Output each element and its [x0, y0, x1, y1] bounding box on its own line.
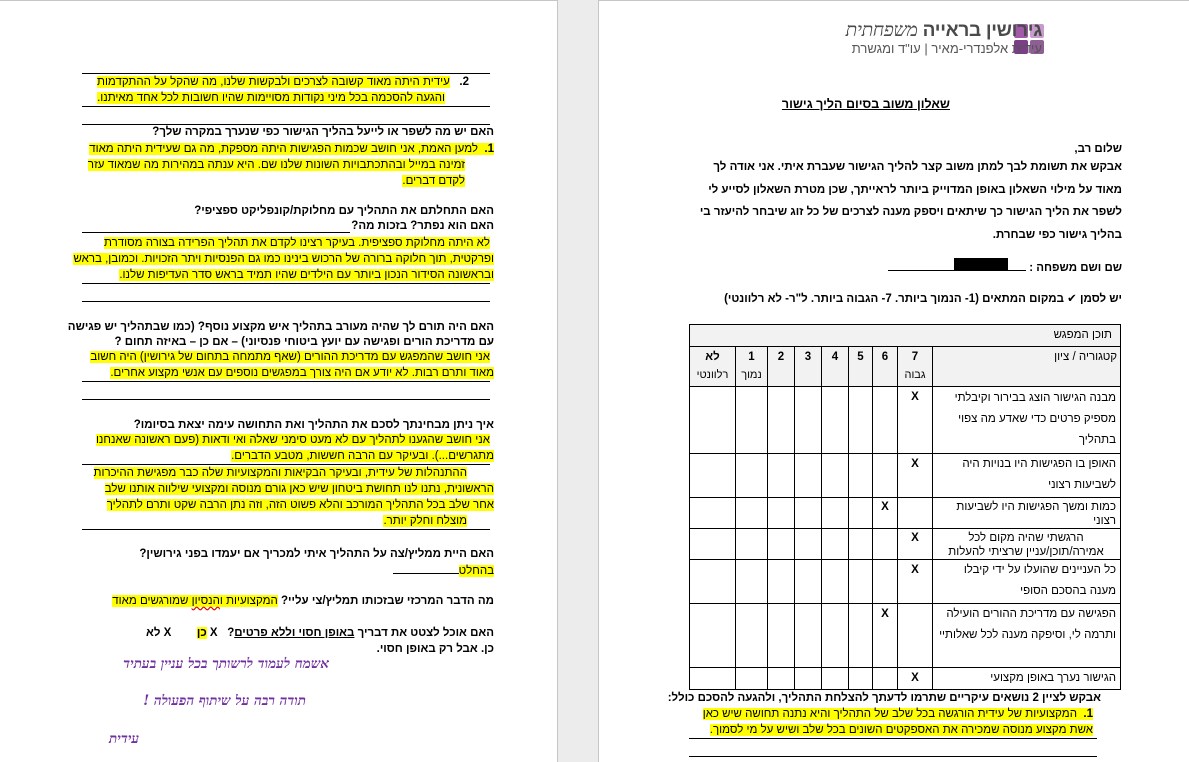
table-row: [690, 387, 1121, 454]
logo-subtitle: עידית אלפנדרי-מאיר | עו"ד ומגשרת: [851, 41, 1042, 56]
score-cell-1[interactable]: [736, 668, 768, 690]
score-cell-5[interactable]: [849, 454, 873, 498]
question-mark: ?: [227, 627, 235, 639]
score-cell-4[interactable]: [822, 604, 849, 668]
score-cell-na[interactable]: [690, 498, 736, 529]
answer-line: [82, 381, 490, 382]
score-cell-1[interactable]: [736, 454, 768, 498]
row-category: מבנה הגישור הוצג בבירור וקיבלתי מספיק פרטים כדי שאדע מה צפוי בתהליך: [933, 387, 1121, 454]
answer-line: [689, 756, 1097, 757]
answer-text: אשת מקצוע מנוסה שמכירה את האספקטים השונים בכל שלב ושיש על מי לסמוך.: [709, 724, 1093, 736]
answer-reason: [112, 595, 278, 607]
score-cell-5[interactable]: [849, 560, 873, 604]
score-cell-2[interactable]: [768, 668, 795, 690]
list-number: 2.: [459, 76, 469, 88]
answer-text: ובראשונה הסידור הנכון ביותר עם הילדים שהיו תמיד בראש סדר העדיפות שלנו.: [119, 269, 494, 281]
logo-title: [846, 19, 1042, 42]
column-header-7: 7 גבוה: [898, 347, 933, 387]
name-label: שם ושם משפחה :: [1029, 262, 1122, 274]
question-summary: איך ניתן מבחינתך לסכם את התהליך ואת התחושה עימה יצאת בסיומו?: [133, 419, 494, 431]
score-cell-7[interactable]: [898, 498, 933, 529]
score-cell-3[interactable]: [795, 387, 822, 454]
answer-text: לא היתה מחלוקת ספציפית. בעיקר רצינו לקדם את תהליך הפרידה בצורה מסודרת: [103, 237, 490, 249]
question-recommend: האם היית ממליץ/צה על התהליך איתי למכריך אם יעמדו בפני גירושין?: [139, 548, 494, 560]
question-professional-cont: עם מדריכת הורים ופגישה עם יועץ ביטוחי פנסיוני) – אם כן – באיזה תחום ?: [114, 336, 494, 348]
answer-text: לקדם דברים.: [402, 175, 465, 187]
redacted-name: [954, 258, 1008, 271]
answer-text: המקצועיות ו: [219, 595, 278, 607]
score-cell-1[interactable]: [736, 498, 768, 529]
answer-line: [82, 399, 490, 400]
answer-text-misspelled: הנסיון: [191, 595, 220, 607]
score-cell-3[interactable]: [795, 560, 822, 604]
row-category: האופן בו הפגישות היו בנויות היה לשביעות רצוני: [933, 454, 1121, 498]
answer-text: עידית היתה מאוד קשובה לצרכים ולבקשות שלנו, מה שהקל על ההתקדמות: [97, 76, 450, 88]
logo-title-script: משפחתית: [845, 19, 918, 41]
score-cell-3[interactable]: [795, 604, 822, 668]
score-cell-na[interactable]: [690, 560, 736, 604]
answer-text: ההתנהלות של עידית, ובעיקר הבקיאות והמקצועיות שלה כבר מפגישת ההיכרות: [93, 467, 467, 479]
answer-text: המקצועיות של עידית הורגשה בכל שלב של התהליך והיא נתנה תחושה שיש כאן: [702, 708, 1077, 720]
score-cell-na[interactable]: [690, 387, 736, 454]
signoff-line: אשמח לעמוד לרשותך בכל עניין בעתיד: [123, 656, 329, 672]
score-cell-2[interactable]: [768, 498, 795, 529]
score-cell-6[interactable]: [873, 560, 898, 604]
table-group-header: תוכן המפגש: [690, 325, 1121, 347]
score-cell-1[interactable]: [736, 604, 768, 668]
score-cell-5[interactable]: [849, 498, 873, 529]
column-header-1: 1 נמוך: [736, 347, 768, 387]
score-cell-5[interactable]: [849, 529, 873, 560]
list-number: 1.: [1083, 708, 1093, 720]
answer-text: אני חושב שהגענו לתהליך עם לא מעט סימני שאלה ואי ודאות (פעם ראשונה שאנחנו: [95, 434, 490, 446]
row-category: כל העניינים שהועלו על ידי קיבלו מענה בהסכם הסופי: [933, 560, 1121, 604]
score-cell-na[interactable]: [690, 668, 736, 690]
column-header-not-relevant: לא רלוונטי: [690, 347, 736, 387]
score-cell-4[interactable]: [822, 560, 849, 604]
question-conflict-resolved: האם הוא נפתר? בזכות מה?: [351, 220, 494, 232]
option-no: לא: [146, 627, 161, 639]
score-cell-6[interactable]: [873, 668, 898, 690]
answer-text: אני חושב שהמפגש עם מדריכת ההורים (שאף מתמחה בתחום של גירושין) היה חשוב: [90, 351, 490, 363]
table-row: [690, 668, 1121, 690]
answer-line: [82, 106, 490, 107]
answer-text: בהחלט: [458, 565, 494, 577]
column-header-5: 5: [849, 347, 873, 387]
answer-text: זמינה במייל ובהתכתבויות השונות שלנו שם. היא ענתה במהירות מה שמאוד עזר: [87, 159, 465, 171]
answer-line: [82, 301, 490, 302]
table-header-row: [690, 347, 1121, 387]
score-cell-4[interactable]: [822, 498, 849, 529]
answer-line: [82, 529, 490, 530]
score-cell-4[interactable]: [822, 668, 849, 690]
score-cell-4[interactable]: [822, 454, 849, 498]
rating-instruction: יש לסמן ✔ במקום המתאים (1- הנמוך ביותר. 7- הגבוה ביותר. ל"ר- לא רלוונטי): [724, 293, 1122, 305]
score-cell-4[interactable]: [822, 529, 849, 560]
name-field-row: [888, 259, 1122, 276]
score-cell-7[interactable]: X: [898, 529, 933, 560]
logo-title-text: גירושין בראייה: [922, 20, 1042, 41]
answer-text: מאוד ותרם רבות. לא יודע אם היה צורך במפגשים נוספים עם אנשי מקצוע אחרים.: [110, 367, 494, 379]
answer-text: למען האמת, אני חושב שכמות הפגישות היתה מספקת, מה גם שעידית היתה מאוד: [89, 143, 478, 155]
answer-text: והגעה להסכמה בכל מיני נקודות מסויימות שהיו חשובות לכל אחד מאיתנו.: [97, 92, 445, 104]
question-quote-row: [146, 625, 494, 641]
score-cell-2[interactable]: [768, 529, 795, 560]
score-cell-2[interactable]: [768, 560, 795, 604]
score-cell-3[interactable]: [795, 454, 822, 498]
answer-text: מתגרשים...). ובעיקר עם הרבה חששות, מטבע הדברים.: [231, 450, 494, 462]
list-number: 1.: [484, 143, 494, 155]
score-cell-7[interactable]: X: [898, 560, 933, 604]
score-cell-na[interactable]: [690, 529, 736, 560]
row-category: הגישור נערך באופן מקצועי: [933, 668, 1121, 690]
answer-line: [82, 232, 350, 233]
column-header-3: 3: [795, 347, 822, 387]
answer-text: אחר שלב בכל התהליך המורכב והלא פשוט הזה, וזה נתן הרבה שקט ותרם לתהליך: [106, 499, 494, 511]
score-cell-7[interactable]: X: [898, 668, 933, 690]
signature: עידית: [109, 731, 139, 747]
answer-line: [393, 562, 459, 574]
row-category: הפגישה עם מדריכת ההורים הועילה ותרמה לי, וסיפקה מענה לכל שאלותיי: [933, 604, 1121, 668]
answer-text: מוצלח וחלק יותר.: [383, 515, 467, 527]
answer-text: שמורגשים מאוד: [112, 595, 192, 607]
score-cell-6[interactable]: X: [873, 604, 898, 668]
thanks-line: תודה רבה על שיתוף הפעולה !: [143, 693, 306, 709]
quote-note: כן. אבל רק באופן חסוי.: [376, 643, 494, 655]
score-cell-7[interactable]: X: [898, 387, 933, 454]
score-cell-na[interactable]: [690, 604, 736, 668]
score-cell-5[interactable]: [849, 387, 873, 454]
column-header-6: 6: [873, 347, 898, 387]
answer-text: הראשונית, נתנו לנו תחושת ביטחון שיש כאן גורם מנוסה ומקצועי שילווה אותנו שלב: [104, 483, 494, 495]
score-cell-5[interactable]: [849, 668, 873, 690]
score-cell-1[interactable]: [736, 560, 768, 604]
score-cell-6[interactable]: [873, 454, 898, 498]
question-topics: אבקש לציין 2 נושאים עיקריים שתרמו לדעתך להצלחת התהליך, ולהגעה להסכם כולל:: [667, 692, 1101, 704]
score-cell-6[interactable]: [873, 529, 898, 560]
score-cell-5[interactable]: [849, 604, 873, 668]
answer-line: [689, 738, 1097, 739]
answer-improve-line1: [89, 141, 494, 157]
page-title: שאלון משוב בסיום הליך גישור: [781, 97, 950, 111]
score-cell-2[interactable]: [768, 604, 795, 668]
intro-paragraph: [700, 156, 1122, 246]
table-row: [690, 454, 1121, 498]
score-cell-6[interactable]: X: [873, 498, 898, 529]
score-cell-na[interactable]: [690, 454, 736, 498]
row-category: כמות ומשך הפגישות היו לשביעות רצוני: [933, 498, 1121, 529]
mark-no: X: [163, 627, 172, 639]
score-cell-3[interactable]: [795, 529, 822, 560]
score-cell-6[interactable]: [873, 387, 898, 454]
score-cell-1[interactable]: [736, 529, 768, 560]
intro-line: בהליך גישור כפי שבחרת.: [992, 228, 1122, 241]
score-cell-3[interactable]: [795, 498, 822, 529]
list-item-2: [97, 74, 469, 90]
question-reason: מה הדבר המרכזי שבזכותו תמליץ/צי עליי?: [281, 595, 494, 607]
score-cell-1[interactable]: [736, 387, 768, 454]
column-header-2: 2: [768, 347, 795, 387]
document-page-right: [598, 0, 1189, 762]
table-row: [690, 529, 1121, 560]
score-cell-3[interactable]: [795, 668, 822, 690]
answer-text-line: [97, 90, 445, 106]
answer-line: [82, 283, 490, 284]
score-cell-7[interactable]: X: [898, 454, 933, 498]
answer-recommend: [393, 562, 494, 579]
table-row: [690, 604, 1121, 668]
score-cell-2[interactable]: [768, 454, 795, 498]
table-row: [690, 498, 1121, 529]
intro-line: לשפר את הליך הגישור כך שיתאים ויספק מענה לצרכים של כל זוג שיבחר להיעזר בי: [699, 206, 1122, 218]
intro-line: מאוד על מילוי השאלון באופן המדוייק ביותר לראייתך, שכן מטרת השאלון לסייע לי: [708, 183, 1122, 196]
question-improve: האם יש מה לשפר או לייעל בהליך הגישור כפי שנערך במקרה שלך?: [152, 126, 494, 138]
greeting: שלום רב,: [1074, 143, 1122, 155]
column-header-category: קטגוריה / ציון: [933, 347, 1121, 387]
table-row: [690, 560, 1121, 604]
score-cell-2[interactable]: [768, 387, 795, 454]
score-cell-4[interactable]: [822, 387, 849, 454]
question-quote: האם אוכל לצטט את דבריך: [354, 627, 494, 639]
question-professional: האם היה תורם לך שהיה מעורב בתהליך איש מקצוע נוסף? (כמו שבתהליך יש פגישה: [67, 321, 494, 333]
intro-line: אבקש את תשומת לבך למתן משוב קצר להליך הגישור שעברת איתי. אני אודה לך: [713, 161, 1122, 173]
question-reason-row: [112, 593, 494, 609]
row-category: הרגשתי שהיה מקום לכל אמירה/תוכן/עניין שרציתי להעלות: [933, 529, 1121, 560]
column-header-4: 4: [822, 347, 849, 387]
question-quote-underlined: באופן חסוי וללא פרטים: [234, 627, 355, 639]
mark-yes: X: [209, 627, 218, 639]
score-cell-7[interactable]: [898, 604, 933, 668]
question-conflict: האם התחלתם את התהליך עם מחלוקת/קונפליקט ספציפי?: [194, 205, 494, 217]
option-yes: כן: [196, 627, 207, 639]
rating-table: [689, 324, 1121, 690]
name-field[interactable]: [888, 259, 1026, 271]
document-page-left: [0, 0, 558, 762]
answer-text: ופרקטית, תוך חלוקה ברורה של הרכוש בינינו כמו גם הפנסיות ויתר הזכויות. וכמובן, בראש: [73, 253, 494, 265]
